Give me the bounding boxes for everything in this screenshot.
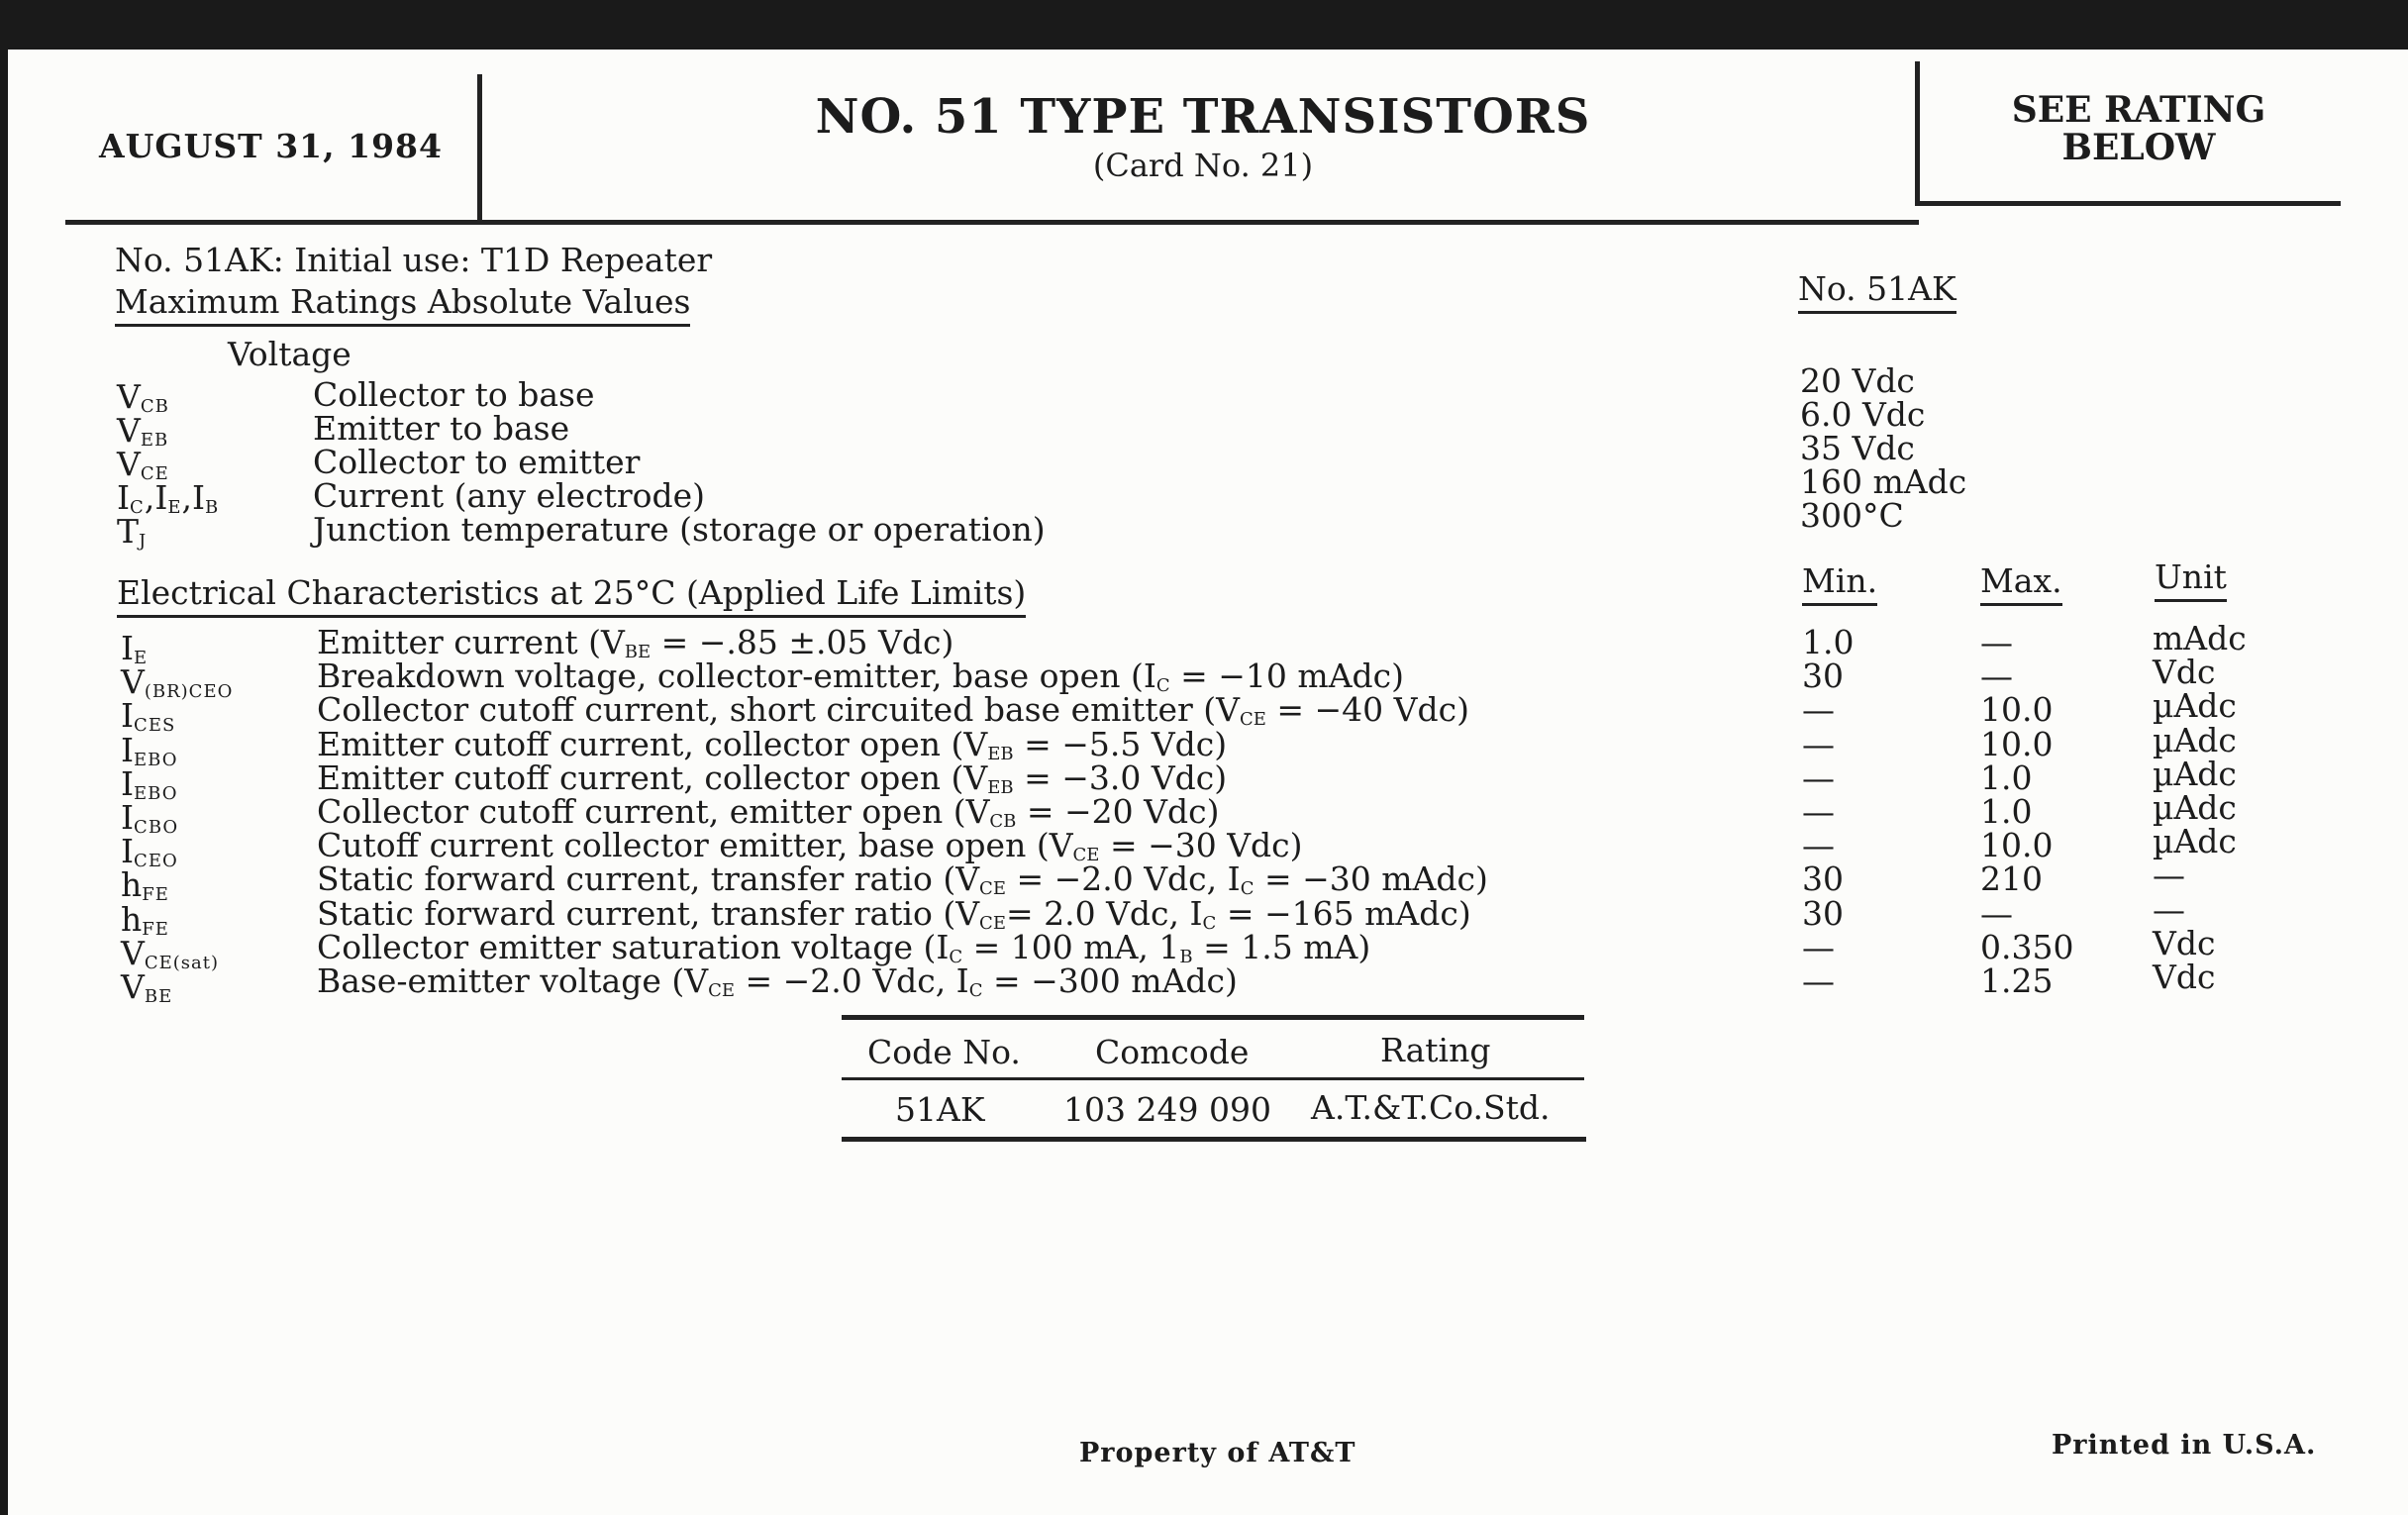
table-cell-comcode: 103 249 090 bbox=[1063, 1090, 1271, 1129]
description-subscript: C bbox=[968, 980, 983, 1001]
param-unit: µAdc bbox=[2153, 788, 2237, 827]
description-text: Emitter cutoff current, collector open (V bbox=[317, 758, 988, 797]
param-description bbox=[317, 690, 1469, 730]
description-text: = −2.0 Vdc, I bbox=[1005, 859, 1241, 898]
symbol-letter: V bbox=[121, 967, 145, 1006]
param-description bbox=[317, 961, 1238, 1001]
description-subscript: C bbox=[1155, 675, 1170, 696]
initial-use: No. 51AK: Initial use: T1D Repeater bbox=[115, 241, 713, 279]
symbol-letter: I bbox=[121, 696, 135, 735]
description-text: Base-emitter voltage (V bbox=[317, 961, 709, 1000]
param-symbol bbox=[121, 798, 179, 838]
rating-description: Current (any electrode) bbox=[313, 476, 706, 515]
symbol-letter: V bbox=[117, 411, 141, 450]
col-min-wrap bbox=[1802, 561, 1878, 600]
rating-symbol bbox=[117, 512, 148, 552]
description-subscript: CE bbox=[708, 980, 736, 1001]
param-symbol bbox=[121, 662, 234, 702]
param-min: 30 bbox=[1802, 894, 1844, 933]
param-max: 0.350 bbox=[1980, 928, 2074, 966]
description-text: Cutoff current collector emitter, base open (V bbox=[317, 826, 1073, 864]
rating-value: 35 Vdc bbox=[1800, 429, 1915, 467]
param-description bbox=[317, 826, 1303, 865]
col-max-wrap bbox=[1980, 561, 2062, 600]
description-subscript: CE bbox=[1239, 709, 1266, 730]
param-description bbox=[317, 928, 1371, 967]
param-min: 1.0 bbox=[1802, 623, 1855, 661]
symbol-subscript: FE bbox=[142, 919, 169, 940]
voltage-label: Voltage bbox=[228, 335, 351, 373]
symbol-subscript: BE bbox=[144, 986, 173, 1007]
description-text: = −40 Vdc) bbox=[1265, 690, 1469, 729]
description-text: = 100 mA, 1 bbox=[962, 928, 1180, 966]
description-subscript: EB bbox=[987, 744, 1014, 764]
symbol-subscript: CEO bbox=[134, 851, 178, 871]
card-number: (Card No. 21) bbox=[1092, 147, 1314, 184]
param-max: 10.0 bbox=[1980, 826, 2054, 864]
col-unit-wrap bbox=[2155, 557, 2227, 596]
symbol-subscript: CE bbox=[140, 463, 169, 484]
symbol-subscript: CES bbox=[134, 715, 176, 736]
param-description bbox=[317, 623, 954, 662]
description-text: Emitter cutoff current, collector open (V bbox=[317, 725, 988, 763]
rating-note-line1: SEE RATING bbox=[2011, 89, 2266, 131]
param-max: — bbox=[1980, 623, 2013, 661]
symbol-subscript: EB bbox=[140, 430, 169, 451]
table-cell-rating: A.T.&T.Co.Std. bbox=[1311, 1088, 1551, 1127]
description-text: Static forward current, transfer ratio (V bbox=[317, 894, 980, 933]
rating-value: 6.0 Vdc bbox=[1800, 395, 1926, 434]
col-min-header: Min. bbox=[1802, 561, 1877, 606]
rating-note bbox=[1926, 91, 2352, 166]
param-symbol bbox=[121, 865, 169, 905]
param-description bbox=[317, 725, 1228, 764]
symbol-letter: I bbox=[121, 764, 135, 803]
rating-description: Collector to emitter bbox=[313, 443, 641, 481]
header-divider-left bbox=[477, 74, 482, 223]
symbol-letter: h bbox=[121, 865, 143, 904]
symbol-subscript: E bbox=[167, 497, 182, 518]
description-text: Static forward current, transfer ratio (V bbox=[317, 859, 980, 898]
header-rule-right bbox=[1915, 201, 2341, 206]
param-symbol bbox=[121, 900, 169, 940]
param-max: 10.0 bbox=[1980, 690, 2054, 729]
col-unit-header: Unit bbox=[2155, 557, 2227, 602]
description-text: = 2.0 Vdc, I bbox=[1005, 894, 1203, 933]
description-subscript: C bbox=[1240, 878, 1254, 899]
param-unit: µAdc bbox=[2153, 822, 2237, 860]
rating-description: Emitter to base bbox=[313, 409, 570, 448]
param-description bbox=[317, 894, 1471, 934]
param-description bbox=[317, 656, 1405, 696]
param-symbol bbox=[121, 967, 173, 1007]
symbol-subscript: EBO bbox=[134, 783, 178, 804]
param-symbol bbox=[121, 832, 178, 871]
symbol-letter: V bbox=[117, 445, 141, 483]
table-header-rating: Rating bbox=[1380, 1031, 1491, 1069]
rating-value: 160 mAdc bbox=[1800, 462, 1967, 501]
description-subscript: B bbox=[1179, 947, 1193, 967]
param-symbol bbox=[121, 696, 176, 736]
description-text: Collector cutoff current, emitter open (V bbox=[317, 792, 990, 831]
description-text: = −10 mAdc) bbox=[1169, 656, 1405, 695]
param-description bbox=[317, 792, 1220, 832]
table-cell-code: 51AK bbox=[895, 1090, 985, 1129]
param-max: 10.0 bbox=[1980, 725, 2054, 763]
symbol-subscript: EBO bbox=[134, 750, 178, 770]
param-min: — bbox=[1802, 961, 1835, 1000]
description-text: Emitter current (V bbox=[317, 623, 625, 661]
symbol-subscript: CBO bbox=[134, 817, 179, 838]
description-subscript: C bbox=[1202, 913, 1217, 934]
symbol-subscript: E bbox=[134, 648, 149, 668]
symbol-letter: I bbox=[121, 731, 135, 769]
symbol-subscript: CB bbox=[140, 396, 169, 417]
footer-printed: Printed in U.S.A. bbox=[2052, 1430, 2317, 1461]
symbol-letter: ,I bbox=[181, 478, 206, 517]
param-description bbox=[317, 859, 1488, 899]
param-unit: Vdc bbox=[2153, 924, 2216, 962]
param-unit: µAdc bbox=[2153, 686, 2237, 725]
description-text: = −3.0 Vdc) bbox=[1013, 758, 1228, 797]
description-text: = −.85 ±.05 Vdc) bbox=[651, 623, 954, 661]
card-date: AUGUST 31, 1984 bbox=[99, 127, 443, 165]
param-max: 1.25 bbox=[1980, 961, 2054, 1000]
table-rule-bot bbox=[842, 1137, 1586, 1142]
table-rule-top bbox=[842, 1015, 1584, 1020]
param-symbol bbox=[121, 731, 178, 770]
param-symbol bbox=[121, 934, 220, 973]
rating-description: Collector to base bbox=[313, 375, 595, 414]
rating-description: Junction temperature (storage or operation) bbox=[313, 510, 1046, 549]
param-min: — bbox=[1802, 928, 1835, 966]
param-min: — bbox=[1802, 826, 1835, 864]
description-text: = −30 Vdc) bbox=[1099, 826, 1303, 864]
param-unit: — bbox=[2153, 890, 2185, 929]
symbol-letter: I bbox=[121, 629, 135, 667]
description-subscript: EB bbox=[987, 777, 1014, 798]
description-subscript: C bbox=[949, 947, 963, 967]
param-unit: Vdc bbox=[2153, 653, 2216, 691]
symbol-subscript: (BR)CEO bbox=[144, 681, 234, 702]
param-min: 30 bbox=[1802, 859, 1844, 898]
param-max: — bbox=[1980, 656, 2013, 695]
symbol-letter: V bbox=[121, 662, 145, 701]
header-rule-left bbox=[65, 220, 1919, 225]
card-title: NO. 51 TYPE TRANSISTORS bbox=[815, 89, 1591, 145]
rating-symbol bbox=[117, 445, 169, 484]
param-max: 210 bbox=[1980, 859, 2043, 898]
rating-note-line2: BELOW bbox=[2061, 127, 2216, 168]
table-header-comcode: Comcode bbox=[1095, 1033, 1250, 1071]
symbol-letter: V bbox=[117, 377, 141, 416]
max-ratings-heading-wrap bbox=[115, 282, 691, 321]
param-min: — bbox=[1802, 792, 1835, 831]
table-header-code: Code No. bbox=[867, 1033, 1021, 1071]
description-subscript: CE bbox=[979, 913, 1006, 934]
symbol-letter: h bbox=[121, 900, 143, 939]
symbol-subscript: CE(sat) bbox=[144, 953, 220, 973]
description-text: = −30 mAdc) bbox=[1254, 859, 1488, 898]
table-rule-mid bbox=[842, 1077, 1584, 1080]
symbol-letter: ,I bbox=[144, 478, 168, 517]
param-min: — bbox=[1802, 690, 1835, 729]
max-ratings-heading: Maximum Ratings Absolute Values bbox=[115, 282, 690, 327]
symbol-subscript: B bbox=[205, 497, 220, 518]
param-unit: µAdc bbox=[2153, 721, 2237, 759]
description-text: = −5.5 Vdc) bbox=[1013, 725, 1228, 763]
description-text: Breakdown voltage, collector-emitter, base open (I bbox=[317, 656, 1156, 695]
description-text: = −2.0 Vdc, I bbox=[735, 961, 969, 1000]
electrical-heading-wrap bbox=[117, 573, 1027, 612]
code-heading-wrap bbox=[1798, 269, 1956, 308]
description-subscript: CE bbox=[979, 878, 1006, 899]
symbol-subscript: FE bbox=[142, 884, 169, 905]
param-max: 1.0 bbox=[1980, 758, 2033, 797]
description-subscript: CB bbox=[989, 811, 1017, 832]
description-text: Collector emitter saturation voltage (I bbox=[317, 928, 950, 966]
description-text: = −300 mAdc) bbox=[982, 961, 1238, 1000]
param-min: 30 bbox=[1802, 656, 1844, 695]
rating-symbol bbox=[117, 411, 169, 451]
rating-symbol bbox=[117, 377, 169, 417]
description-text: = 1.5 mA) bbox=[1192, 928, 1371, 966]
description-text: Collector cutoff current, short circuited base emitter (V bbox=[317, 690, 1240, 729]
symbol-letter: I bbox=[117, 478, 131, 517]
param-min: — bbox=[1802, 758, 1835, 797]
electrical-heading: Electrical Characteristics at 25°C (Applied Life Limits) bbox=[117, 573, 1026, 618]
param-symbol bbox=[121, 629, 149, 668]
symbol-letter: V bbox=[121, 934, 145, 972]
param-max: — bbox=[1980, 894, 2013, 933]
rating-value: 300°C bbox=[1800, 496, 1904, 535]
symbol-letter: I bbox=[121, 832, 135, 870]
param-unit: mAdc bbox=[2153, 619, 2247, 657]
description-subscript: CE bbox=[1072, 845, 1100, 865]
code-heading: No. 51AK bbox=[1798, 269, 1956, 314]
param-min: — bbox=[1802, 725, 1835, 763]
symbol-subscript: J bbox=[139, 531, 148, 552]
param-description bbox=[317, 758, 1228, 798]
symbol-subscript: C bbox=[130, 497, 145, 518]
footer-property: Property of AT&T bbox=[1079, 1438, 1356, 1468]
symbol-letter: I bbox=[121, 798, 135, 837]
rating-symbol bbox=[117, 478, 220, 518]
description-text: = −20 Vdc) bbox=[1016, 792, 1220, 831]
col-max-header: Max. bbox=[1980, 561, 2062, 606]
param-unit: Vdc bbox=[2153, 958, 2216, 996]
header-divider-right bbox=[1915, 61, 1920, 206]
description-text: = −165 mAdc) bbox=[1216, 894, 1471, 933]
description-subscript: BE bbox=[624, 642, 652, 662]
param-max: 1.0 bbox=[1980, 792, 2033, 831]
symbol-letter: T bbox=[117, 512, 140, 551]
param-symbol bbox=[121, 764, 178, 804]
param-unit: — bbox=[2153, 856, 2185, 894]
param-unit: µAdc bbox=[2153, 755, 2237, 793]
rating-value: 20 Vdc bbox=[1800, 361, 1915, 400]
